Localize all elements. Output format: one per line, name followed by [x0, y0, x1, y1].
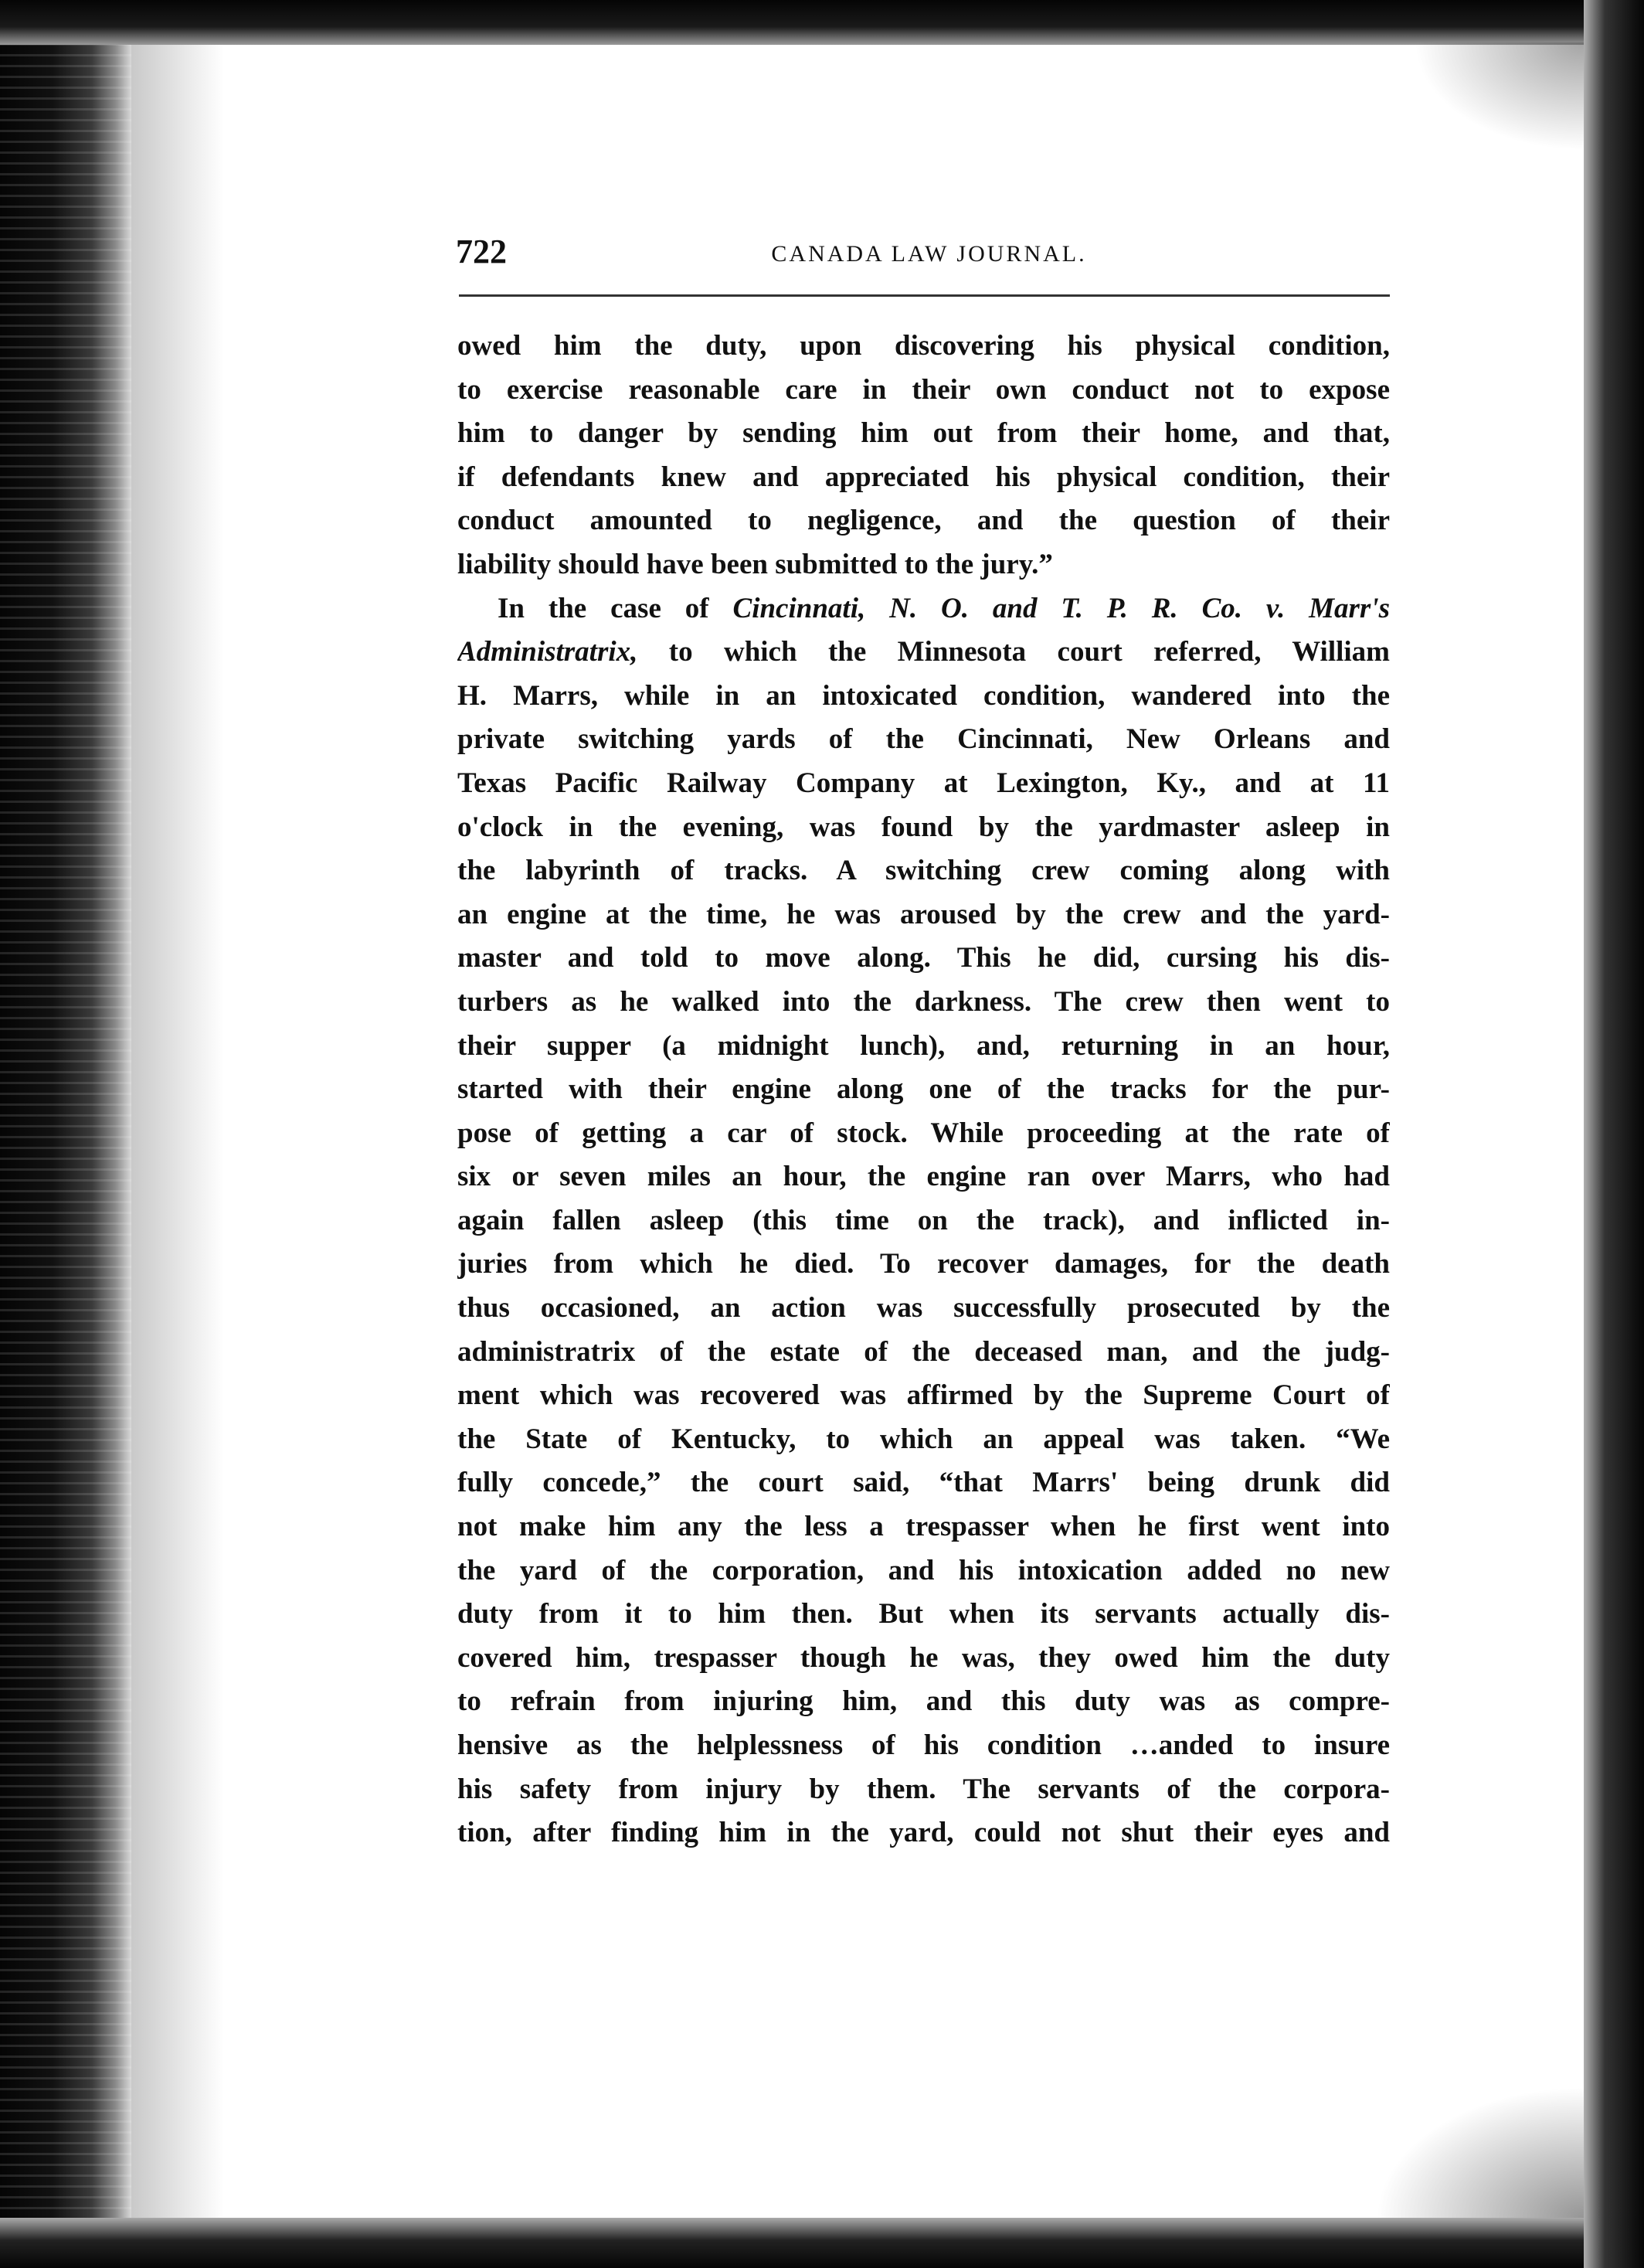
text-line: private switching yards of the Cincinnati, New Orleans and: [457, 723, 1390, 756]
text-line: juries from which he died. To recover damages, for the death: [457, 1248, 1390, 1280]
case-citation: Cincinnati, N. O. and T. P. R. Co. v. Marr's: [732, 592, 1390, 624]
scan-corner-smudge: [1375, 2086, 1584, 2218]
running-head: CANADA LAW JOURNAL.: [771, 241, 1087, 267]
scan-top-edge: [0, 0, 1644, 45]
text-line: owed him the duty, upon discovering his physical condition,: [457, 330, 1390, 362]
text-line: duty from it to him then. But when its servants actually dis-: [457, 1598, 1390, 1630]
text-line: ment which was recovered was affirmed by the Supreme Court of: [457, 1379, 1390, 1412]
text-line: again fallen asleep (this time on the track), and inflicted in-: [457, 1204, 1390, 1236]
text-line: conduct amounted to negligence, and the question of their: [457, 505, 1390, 537]
text-line: thus occasioned, an action was successfully prosecuted by the: [457, 1292, 1390, 1324]
text-line: an engine at the time, he was aroused by the crew and the yard-: [457, 898, 1390, 930]
text-line: their supper (a midnight lunch), and, returning in an hour,: [457, 1029, 1390, 1062]
text-line: his safety from injury by them. The servants of the corpora-: [457, 1773, 1390, 1805]
text-line: [457, 587, 1390, 631]
text-run: In the case of: [498, 592, 733, 624]
text-line: fully concede,” the court said, “that Marrs' being drunk did: [457, 1467, 1390, 1499]
text-line: to refrain from injuring him, and this duty was as compre-: [457, 1685, 1390, 1718]
text-line: Texas Pacific Railway Company at Lexington, Ky., and at 11: [457, 767, 1390, 799]
text-run: to which the Minnesota court referred, William: [637, 636, 1390, 668]
text-line: to exercise reasonable care in their own conduct not to expose: [457, 373, 1390, 406]
text-line: master and told to move along. This he did, cursing his dis-: [457, 942, 1390, 974]
text-line: not make him any the less a trespasser when he first went into: [457, 1511, 1390, 1543]
text-line: covered him, trespasser though he was, they owed him the duty: [457, 1641, 1390, 1674]
text-line: H. Marrs, while in an intoxicated condition, wandered into the: [457, 679, 1390, 712]
text-line: [457, 631, 1390, 675]
text-line: turbers as he walked into the darkness. The crew then went to: [457, 985, 1390, 1018]
page-gutter-shadow: [131, 0, 224, 2268]
page-header: [456, 232, 1387, 278]
scan-binding-shadow: [0, 0, 131, 2268]
text-line: him to danger by sending him out from their home, and that,: [457, 417, 1390, 450]
text-line: started with their engine along one of the tracks for the pur-: [457, 1073, 1390, 1106]
text-line: the labyrinth of tracks. A switching crew coming along with: [457, 855, 1390, 887]
case-citation: Administratrix,: [457, 636, 638, 668]
scan-bottom-edge: [0, 2218, 1644, 2268]
text-line: tion, after finding him in the yard, could not shut their eyes and: [457, 1817, 1390, 1849]
text-line: pose of getting a car of stock. While proceeding at the rate of: [457, 1117, 1390, 1149]
text-line: the State of Kentucky, to which an appeal was taken. “We: [457, 1423, 1390, 1455]
text-line: if defendants knew and appreciated his physical condition, their: [457, 461, 1390, 493]
text-line: the yard of the corporation, and his intoxication added no new: [457, 1554, 1390, 1586]
header-rule: [459, 294, 1390, 297]
page-number: 722: [456, 233, 507, 270]
paragraph: [457, 325, 1390, 587]
text-line: six or seven miles an hour, the engine ran over Marrs, who had: [457, 1161, 1390, 1193]
text-line: hensive as the helplessness of his condition …anded to insure: [457, 1729, 1390, 1761]
text-line: o'clock in the evening, was found by the yardmaster asleep in: [457, 811, 1390, 843]
paragraph: [457, 587, 1390, 1855]
body-text: [457, 325, 1390, 1855]
text-line: liability should have been submitted to the jury.”: [457, 548, 1053, 580]
scan-right-edge: [1584, 0, 1644, 2268]
scan-corner-smudge: [1414, 43, 1584, 151]
text-line: administratrix of the estate of the deceased man, and the judg-: [457, 1335, 1390, 1368]
